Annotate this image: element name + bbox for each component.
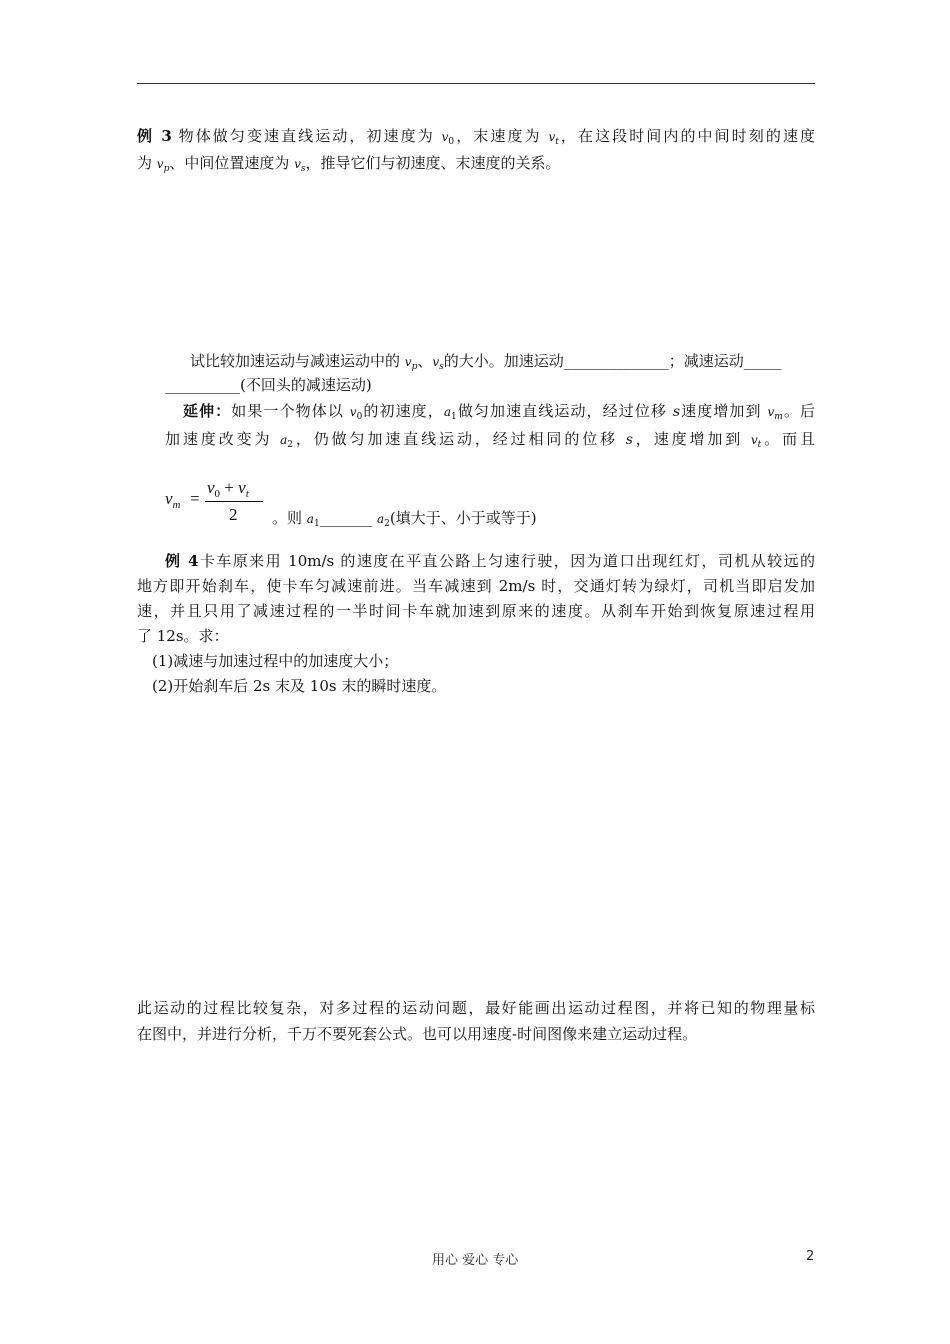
- note-line-1: 此运动的过程比较复杂，对多过程的运动问题，最好能画出运动过程图，并将已知的物理量标: [137, 999, 815, 1017]
- formula-numerator: $v_0 + v_t$: [207, 478, 249, 500]
- page-number: 2: [806, 1249, 815, 1264]
- compare-line-2: __________(不回头的减速运动): [165, 376, 372, 394]
- example-3-line-1: 例 3 物体做匀变速直线运动，初速度为 $v_0$，末速度为 $v_t$，在这段时间内的中间时刻的速度: [137, 127, 815, 147]
- formula-denominator: 2: [229, 505, 238, 524]
- example-4-question-1: (1)减速与加速过程中的加速度大小；: [152, 652, 399, 670]
- example-4-line-2: 地方即开始刹车，使卡车匀减速前进。当车减速到 2m/s 时，交通灯转为绿灯，司机当即启发加: [137, 577, 815, 595]
- note-line-2: 在图中，并进行分析，千万不要死套公式。也可以用速度-时间图像来建立运动过程。: [137, 1025, 698, 1043]
- formula-equals: =: [190, 489, 200, 508]
- header-rule: [137, 83, 815, 84]
- extension-label: 延伸：: [183, 402, 232, 420]
- example-4-line-4: 了 12s。求：: [137, 627, 229, 645]
- footer-slogan: 用心 爱心 专心: [432, 1253, 519, 1268]
- example-4-line-3: 速，并且只用了减速过程的一半时间卡车就加速到原来的速度。从刹车开始到恢复原速过程用: [137, 602, 815, 620]
- example-4-question-2: (2)开始刹车后 2s 末及 10s 末的瞬时速度。: [152, 677, 447, 695]
- example-3-label: 例 3: [137, 127, 172, 145]
- fraction-bar: [205, 501, 263, 502]
- example-3-line-2: 为 $v_p$、中间位置速度为 $v_s$，推导它们与初速度、末速度的关系。: [137, 154, 561, 174]
- example-4-line-1: 例 4卡车原来用 10m/s 的速度在平直公路上匀速行驶，因为道口出现红灯，司机从较远的: [165, 552, 815, 570]
- formula-lhs: $v_m$: [165, 489, 181, 511]
- extension-line-1: 延伸：如果一个物体以 $v_0$的初速度，$a_1$做匀加速直线运动，经过位移 s速度增加到 $v_m$。后: [183, 402, 815, 422]
- example-4-label: 例 4: [165, 552, 199, 570]
- extension-line-2: 加速度改变为 $a_2$，仍做匀加速直线运动，经过相同的位移 s，速度增加到 $v_t$。而且: [165, 430, 815, 450]
- formula-question: 。则 $a_1\_\_\_\_\_\_\_$ $a_2$(填大于、小于或等于): [272, 509, 537, 529]
- compare-line-1: 试比较加速运动与减速运动中的 $v_p$、$v_s$的大小。加速运动______________；减速运动_____: [190, 352, 782, 372]
- average-velocity-formula: [165, 478, 275, 526]
